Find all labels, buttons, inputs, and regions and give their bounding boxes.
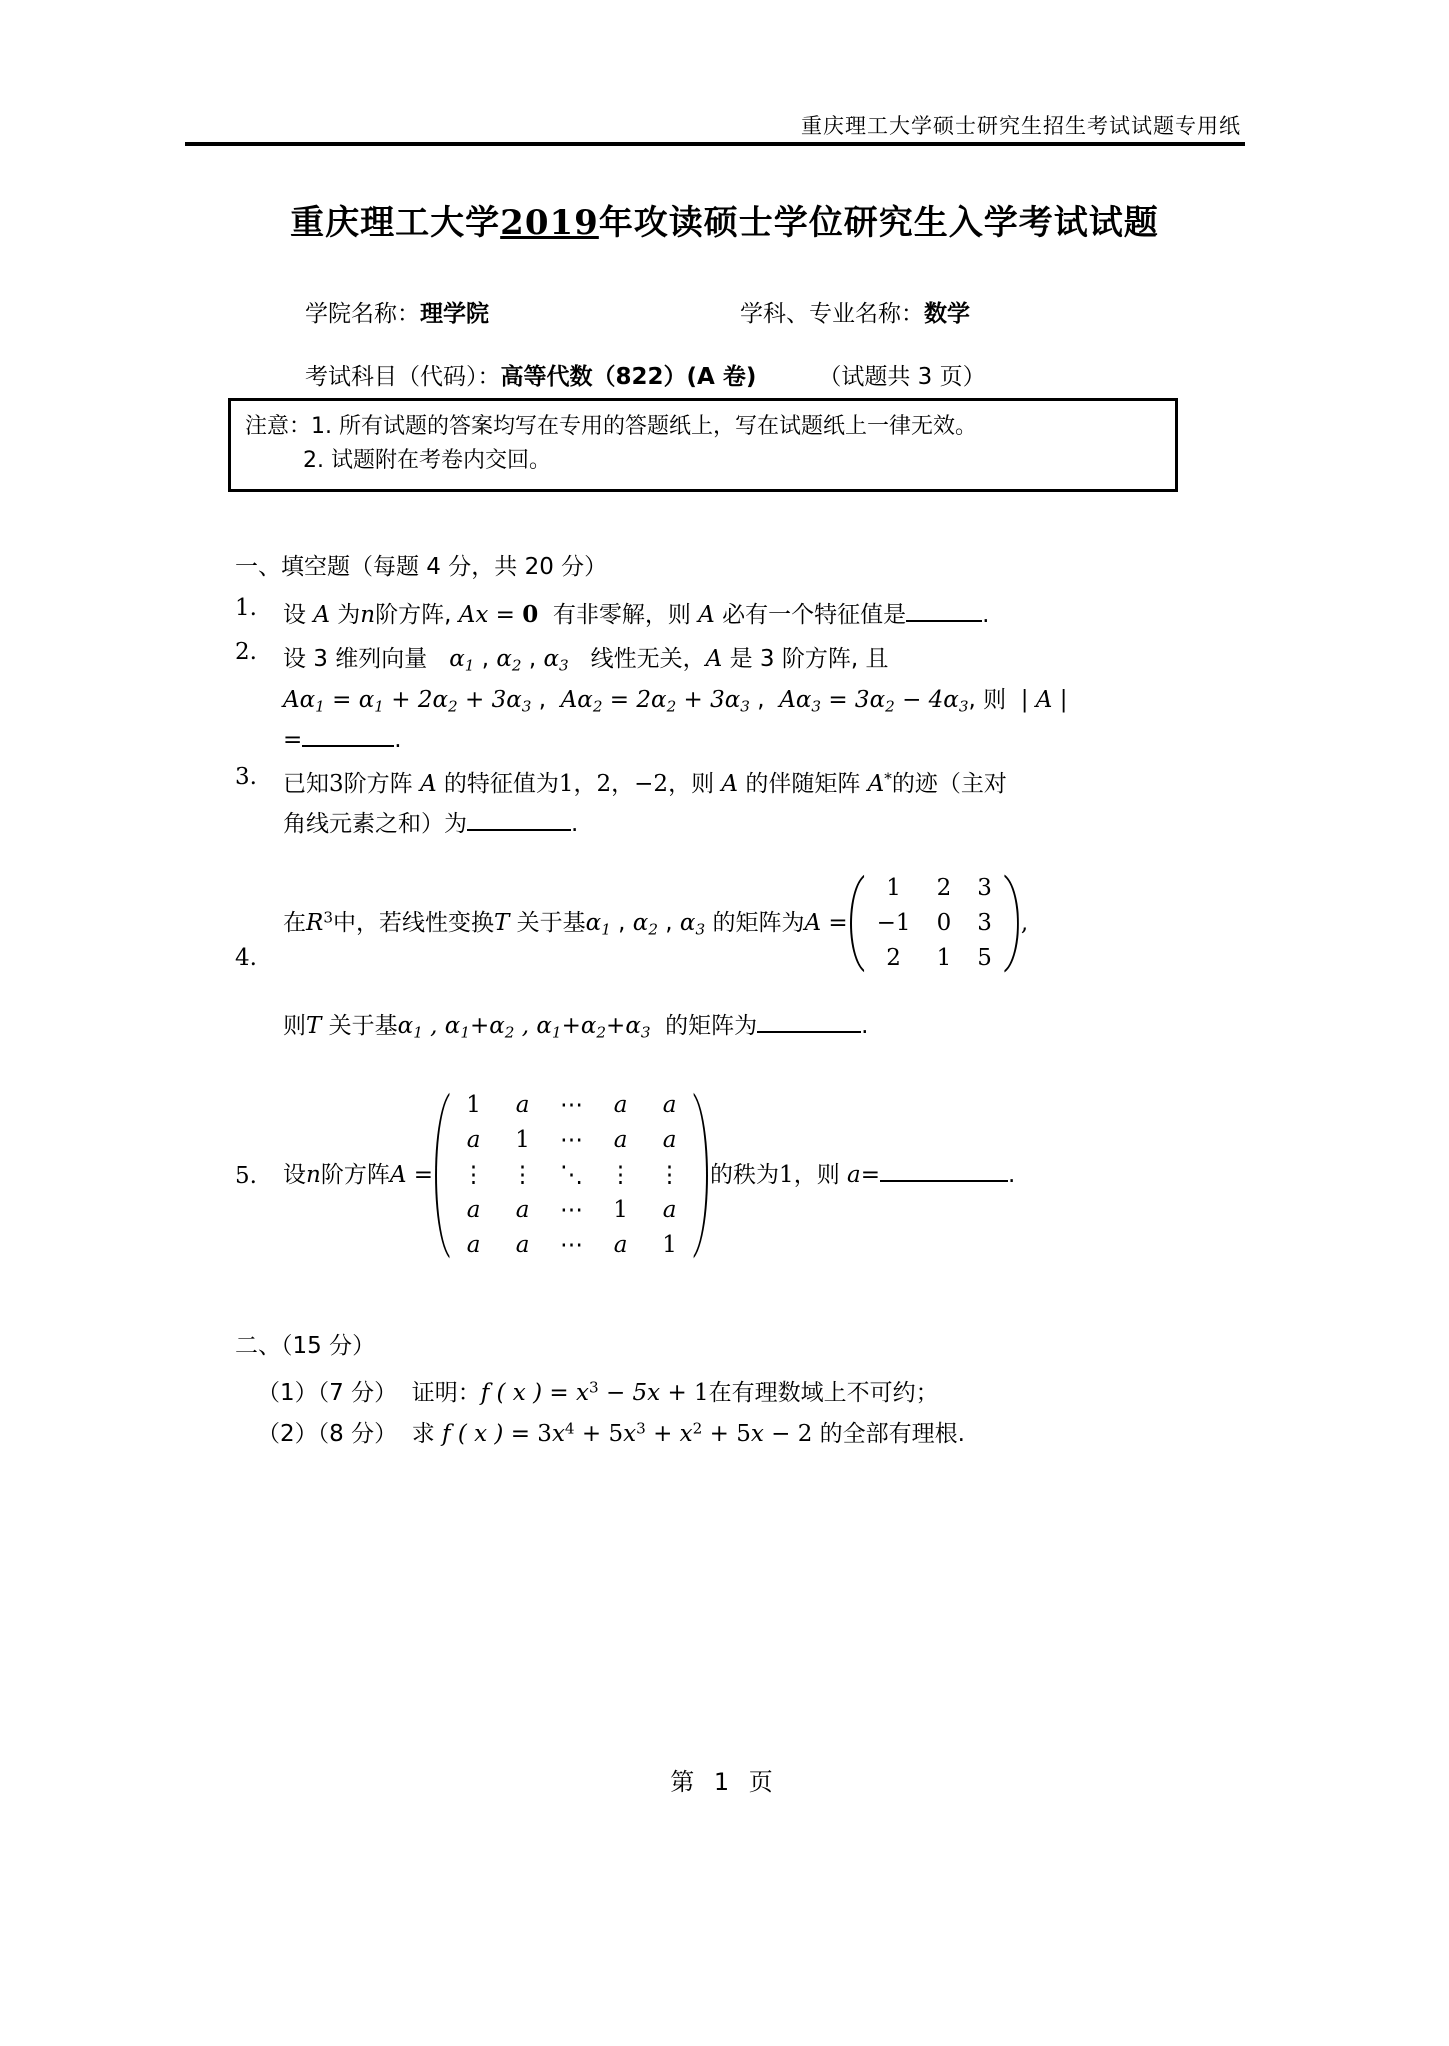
question-2-text bbox=[283, 639, 1235, 760]
item1-t2: 在有理数域上不可约； bbox=[708, 1380, 939, 1407]
title-prefix: 重庆理工大学 bbox=[290, 203, 501, 243]
q1-t4: 有非零解，则 bbox=[552, 602, 691, 628]
q4-line-2 bbox=[283, 1006, 1235, 1046]
q2-alpha1: $\alpha_1$ bbox=[449, 646, 475, 675]
page-header bbox=[185, 110, 1245, 146]
q2-t1: 设 3 维列向量 bbox=[283, 646, 428, 673]
section-2-heading: 二、（15 分） bbox=[235, 1333, 376, 1360]
q4-comma: , bbox=[1020, 909, 1029, 936]
q3-line-1 bbox=[283, 764, 1235, 804]
question-2 bbox=[235, 639, 1235, 760]
question-5-text bbox=[283, 1088, 1235, 1263]
q3-t7: 角线元素之和）为 bbox=[283, 811, 467, 838]
q3-eigenvalues: 1，2，−2 bbox=[558, 771, 669, 797]
q2-period: . bbox=[394, 726, 402, 753]
info-row-college bbox=[0, 295, 1449, 328]
q5-t2: 阶方阵 bbox=[320, 1162, 390, 1189]
q5-eq2: = bbox=[860, 1162, 880, 1189]
q3-period: . bbox=[571, 811, 579, 838]
item2-fx: f ( x ) bbox=[442, 1421, 504, 1448]
item2-equals: = bbox=[510, 1421, 530, 1448]
question-4-text bbox=[283, 871, 1235, 1046]
q4-line-1: 在$R^3$中，若线性变换T 关于基$\alpha_1$ , $\alpha_2$ , $\alpha_3$ 的矩阵为A = 1 2 3 −1 0 3 2 1 5 , bbox=[283, 871, 1235, 976]
q2-t3: 是 3 阶方阵, 且 bbox=[729, 646, 889, 673]
section-1-heading: 一、填空题（每题 4 分，共 20 分） bbox=[235, 554, 608, 580]
exam-content bbox=[235, 548, 1235, 1448]
q5-paren-left bbox=[433, 1088, 449, 1263]
q1-equals: = bbox=[495, 602, 515, 628]
table-row: −1 0 3 bbox=[876, 909, 992, 936]
q4-t1: 在 bbox=[283, 909, 306, 936]
page-title bbox=[0, 195, 1449, 244]
q5-t1: 设 bbox=[283, 1162, 306, 1189]
header-rule bbox=[185, 142, 1245, 146]
major-label: 学科、专业名称： bbox=[740, 301, 924, 327]
q4-t4: 的矩阵为 bbox=[712, 909, 805, 936]
info-row-subject bbox=[0, 358, 1449, 391]
q1-period: . bbox=[982, 602, 990, 628]
question-1-number: 1. bbox=[235, 595, 257, 621]
q5-paren-right bbox=[694, 1088, 710, 1263]
q4-alpha1: $\alpha_1$ bbox=[585, 909, 611, 939]
item2-label: （2）（8 分） bbox=[257, 1421, 398, 1448]
q3-var-A: A bbox=[419, 771, 437, 797]
q4-alpha2: $\alpha_2$ bbox=[632, 909, 658, 939]
q4-matrix bbox=[848, 871, 1021, 976]
pages-note: （试题共 3 页） bbox=[818, 364, 986, 390]
q5-matrix bbox=[433, 1088, 710, 1263]
q3-t2: 阶方阵 bbox=[343, 771, 413, 797]
section-2-item-2 bbox=[257, 1415, 1235, 1448]
q4-paren-left bbox=[848, 871, 864, 976]
question-4 bbox=[235, 871, 1235, 1046]
q3-t5: 的伴随矩阵 bbox=[745, 771, 861, 797]
college-value: 理学院 bbox=[420, 301, 489, 327]
subject-label: 考试科目（代码）： bbox=[305, 364, 501, 390]
q4-basis: $\alpha_1$ , $\alpha_1+\alpha_2$ , $\alpha_1+\alpha_2+\alpha_3$ bbox=[397, 1012, 651, 1041]
table-row: a 1 ⋯ a a bbox=[466, 1126, 677, 1153]
q1-t1: 设 bbox=[283, 602, 306, 628]
q1-t3: 阶方阵, bbox=[375, 602, 452, 628]
q2-alpha3: $\alpha_3$ bbox=[543, 646, 569, 675]
q5-rank: 1 bbox=[779, 1162, 794, 1189]
q2-eq2: $A\alpha_2 = 2\alpha_2 + 3\alpha_3$ bbox=[560, 686, 750, 715]
q5-var-a: a bbox=[847, 1162, 861, 1189]
q4-alpha3: $\alpha_3$ bbox=[679, 909, 706, 939]
header-banner-text: 重庆理工大学硕士研究生招生考试试题专用纸 bbox=[801, 114, 1241, 138]
q4-answer-blank bbox=[757, 1031, 861, 1033]
q4-t7: 的矩阵为 bbox=[665, 1012, 758, 1039]
notice-line-1: 注意：1. 所有试题的答案均写在专用的答题纸上，写在试题纸上一律无效。 bbox=[245, 414, 977, 439]
item2-t2: 的全部有理根. bbox=[819, 1421, 965, 1448]
q2-var-A: A bbox=[705, 646, 723, 673]
q3-t6: 的迹（主对 bbox=[891, 771, 1007, 797]
q1-var-n: n bbox=[360, 602, 376, 628]
q4-t3: 关于基 bbox=[516, 909, 586, 936]
q4-paren-right bbox=[1005, 871, 1021, 976]
item2-t1: 求 bbox=[411, 1421, 435, 1448]
q1-var-A: A bbox=[313, 602, 330, 628]
major-value: 数学 bbox=[924, 301, 970, 327]
q4-R3: $R^3$ bbox=[306, 908, 333, 936]
table-row: 1 2 3 bbox=[886, 874, 992, 901]
q3-adjugate: A* bbox=[867, 769, 892, 797]
item1-fx: f ( x ) bbox=[480, 1380, 543, 1407]
q3-var-A2: A bbox=[721, 771, 738, 797]
q3-answer-blank bbox=[467, 829, 571, 831]
q4-var-A: A bbox=[804, 909, 822, 936]
q4-var-T2: T bbox=[306, 1012, 322, 1039]
q2-t2: 线性无关， bbox=[590, 646, 706, 673]
table-row: 2 1 5 bbox=[886, 944, 992, 971]
q1-t2: 为 bbox=[337, 602, 361, 628]
table-row: a a ⋯ a 1 bbox=[466, 1232, 677, 1259]
q2-line-3 bbox=[283, 720, 1235, 760]
q3-line-2 bbox=[283, 804, 1235, 844]
q2-eq3: $A\alpha_3 = 3\alpha_2 - 4\alpha_3$ bbox=[779, 686, 969, 715]
question-3 bbox=[235, 764, 1235, 845]
title-year: 2019 bbox=[500, 203, 599, 243]
q2-det-A: | A | bbox=[1020, 686, 1068, 713]
q2-line-2: $A\alpha_1 = \alpha_1 + 2\alpha_2 + 3\alpha_3$ , $A\alpha_2 = 2\alpha_2 + 3\alpha_3$ , $A\alpha_3 = 3\alpha_2 - 4\alpha_3$, 则 | A | bbox=[283, 686, 1068, 715]
q1-answer-blank bbox=[906, 620, 982, 622]
notice-box bbox=[228, 398, 1178, 492]
q4-var-T: T bbox=[493, 909, 510, 936]
q5-t4: ，则 bbox=[793, 1162, 840, 1189]
item2-poly: $3x^4 + 5x^3 + x^2 + 5x - 2$ bbox=[537, 1419, 813, 1448]
q4-t6: 关于基 bbox=[328, 1012, 398, 1039]
item1-t1: 证明： bbox=[411, 1380, 481, 1407]
q1-var-A2: A bbox=[698, 602, 715, 628]
question-1-text bbox=[283, 595, 1235, 635]
table-row: a a ⋯ 1 a bbox=[466, 1197, 677, 1224]
q4-period: . bbox=[861, 1012, 869, 1039]
item1-poly: $x^3 - 5x + 1$ bbox=[575, 1378, 709, 1407]
q4-equals: = bbox=[828, 909, 848, 936]
q5-var-n: n bbox=[306, 1162, 321, 1189]
q1-expr-Ax: Ax bbox=[458, 602, 489, 628]
title-suffix: 年攻读硕士学位研究生入学考试试题 bbox=[598, 203, 1159, 243]
q5-equals: = bbox=[413, 1162, 434, 1189]
college-label: 学院名称： bbox=[305, 301, 420, 327]
table-row: ⋮ ⋮ ⋱ ⋮ ⋮ bbox=[462, 1161, 682, 1188]
q2-eq1: $A\alpha_1 = \alpha_1 + 2\alpha_2 + 3\alpha_3$ bbox=[283, 686, 532, 715]
q3-t3: 的特征值为 bbox=[443, 771, 559, 797]
q3-t1: 已知 bbox=[283, 771, 329, 797]
question-1 bbox=[235, 595, 1235, 635]
q2-alpha2: $\alpha_2$ bbox=[496, 646, 522, 675]
q5-period: . bbox=[1008, 1162, 1016, 1189]
section-2-item-1 bbox=[257, 1374, 1235, 1407]
q5-matrix-table bbox=[449, 1088, 694, 1263]
question-2-number: 2. bbox=[235, 639, 257, 666]
q5-t3: 的秩为 bbox=[710, 1162, 780, 1189]
notice-line-2: 2. 试题附在考卷内交回。 bbox=[303, 448, 551, 474]
item1-label: （1）（7 分） bbox=[257, 1380, 398, 1407]
table-row: 1 a ⋯ a a bbox=[466, 1091, 677, 1118]
q1-t5: 必有一个特征值是 bbox=[722, 602, 907, 628]
question-3-text bbox=[283, 764, 1235, 845]
q4-t5: 则 bbox=[283, 1012, 306, 1039]
q3-order: 3 bbox=[329, 771, 344, 797]
q2-answer-blank bbox=[302, 745, 394, 747]
item1-equals: = bbox=[549, 1380, 569, 1407]
q2-line-1: 设 3 维列向量 $\alpha_1$ , $\alpha_2$ , $\alpha_3$ 线性无关，A 是 3 阶方阵, 且 bbox=[283, 646, 889, 675]
q2-then: 则 bbox=[983, 686, 1007, 713]
q2-equals: = bbox=[283, 726, 303, 753]
q4-t2: 中，若线性变换 bbox=[332, 909, 494, 936]
question-3-number: 3. bbox=[235, 764, 257, 790]
question-5 bbox=[235, 1088, 1235, 1263]
q5-answer-blank bbox=[880, 1180, 1008, 1182]
q3-t4: ，则 bbox=[668, 771, 715, 797]
q1-zero: 0 bbox=[522, 601, 539, 628]
q5-var-A: A bbox=[389, 1162, 407, 1189]
page-footer: 第 1 页 bbox=[670, 1768, 779, 1796]
subject-value: 高等代数（822）(A 卷) bbox=[500, 364, 757, 390]
q4-matrix-table bbox=[864, 871, 1005, 976]
question-5-number: 5. bbox=[235, 1162, 257, 1189]
question-4-number: 4. bbox=[235, 945, 257, 972]
